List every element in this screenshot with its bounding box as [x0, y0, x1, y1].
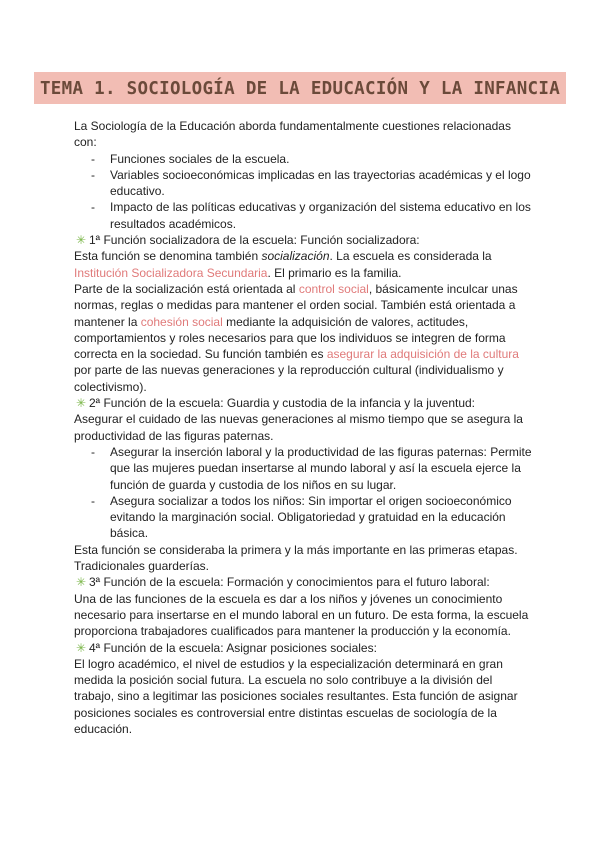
- highlighted-term: cohesión social: [140, 314, 223, 329]
- emphasis-text: socialización: [261, 249, 330, 264]
- text-run: por parte de las nuevas generaciones y la reproducción cultural (individualismo y colectivismo).: [74, 363, 504, 394]
- section-3-text: Una de las funciones de la escuela es dar a los niños y jóvenes un conocimiento necesario para insertarse en el mundo laboral en un futuro. De esta forma, la escuela proporciona trabajadores cualificados para mantener la producción y la economía.: [74, 591, 529, 639]
- section-4-text: El logro académico, el nivel de estudios y la especialización determinará en gran medida la posición social futura. La escuela no solo contribuye a la división del trabajo, sino a legitimar las posiciones sociales resultantes. Esta función de asignar posiciones sociales es controversial entre distintas escuelas de sociología de la educación.: [74, 656, 518, 736]
- text-run: , básicamente inculcar unas normas, reglas o medidas para mantener el orden social. También está orientada a mantener la: [74, 281, 518, 329]
- section-2-heading: [74, 395, 534, 411]
- document-body: [74, 118, 534, 737]
- section-1-heading: [74, 232, 534, 248]
- intro-text: La Sociología de la Educación aborda fundamentalmente cuestiones relacionadas con:: [74, 119, 511, 150]
- section-4-heading: [74, 640, 534, 656]
- section-2-text: Asegurar el cuidado de las nuevas generaciones al mismo tiempo que se asegura la productividad de las figuras paternas.: [74, 412, 523, 443]
- section-3-heading-text: 3ª Función de la escuela: Formación y conocimientos para el futuro laboral:: [89, 575, 490, 590]
- section-3-heading: [74, 574, 534, 590]
- leaf-icon: ✳: [75, 575, 87, 590]
- text-run: . La escuela es considerada la: [329, 249, 492, 264]
- text-run: Esta función se denomina también: [74, 249, 262, 264]
- leaf-icon: ✳: [75, 640, 87, 655]
- text-run: mediante la adquisición de valores, actitudes, comportamientos y roles necesarios para que los individuos se integren de forma correcta en la sociedad. Su función también es: [74, 314, 506, 362]
- list-item: - Asegurar la inserción laboral y la productividad de las figuras paternas: Permite que las mujeres puedan insertarse al mundo laboral y así la escuela ejerce la función de guarda y custodia de los niños en su lugar.: [74, 444, 534, 493]
- list-item: - Asegura socializar a todos los niños: Sin importar el origen socioeconómico evitando la marginación social. Obligatoriedad y gratuidad en la educación básica.: [74, 493, 534, 542]
- section-1-paragraph-2: [74, 281, 534, 395]
- section-4-heading-text: 4ª Función de la escuela: Asignar posiciones sociales:: [89, 640, 377, 655]
- section-1-heading-text: 1ª Función socializadora de la escuela: Función socializadora:: [89, 233, 420, 248]
- list-item: - Impacto de las políticas educativas y organización del sistema educativo en los resultados académicos.: [74, 199, 534, 232]
- section-2-closing: Esta función se consideraba la primera y la más importante en las primeras etapas. Tradicionales guarderías.: [74, 542, 518, 574]
- intro-bullet-list: [74, 151, 534, 232]
- page-title: TEMA 1. SOCIOLOGÍA DE LA EDUCACIÓN Y LA INFANCIA: [34, 72, 566, 104]
- leaf-icon: ✳: [75, 396, 87, 411]
- list-item: - Funciones sociales de la escuela.: [74, 151, 534, 167]
- section-1-paragraph-1: [74, 248, 534, 281]
- highlighted-term: control social: [298, 281, 369, 296]
- section-2-heading-text: 2ª Función de la escuela: Guardia y custodia de la infancia y la juventud:: [89, 396, 476, 411]
- list-item: - Variables socioeconómicas implicadas en las trayectorias académicas y el logo educativo.: [74, 167, 534, 200]
- leaf-icon: ✳: [75, 233, 87, 248]
- highlighted-term: asegurar la adquisición de la cultura: [326, 347, 519, 362]
- section-2-bullet-list: [74, 444, 534, 542]
- text-run: . El primario es la familia.: [267, 265, 402, 280]
- title-area: [0, 72, 600, 104]
- highlighted-term: Institución Socializadora Secundaria: [74, 265, 268, 280]
- text-run: Parte de la socialización está orientada al: [74, 281, 299, 296]
